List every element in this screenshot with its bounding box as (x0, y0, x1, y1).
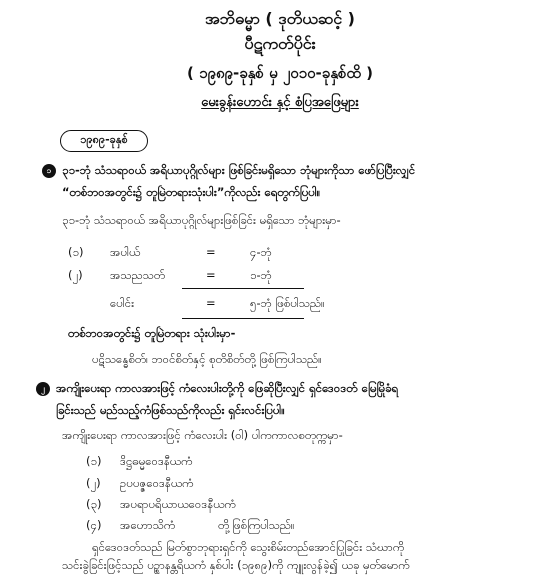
q1-item-2-name: အသညသတ် (110, 268, 166, 282)
q1-total-name: ပေါင်း (110, 296, 135, 310)
year-label: ၁၉၈၉-ခုနှစ် (80, 133, 128, 146)
q1-item-1-num: (၁) (68, 245, 84, 259)
q2-item-1-name: ဒိဋ္ဌဓမ္မဝေဒနီယကံ (120, 454, 193, 468)
q1-item-2-num: (၂) (68, 268, 83, 282)
q2-closing-line2: သင်းခွဲခြင်းဖြင့်သည် ပဥ္စာနန္တရိယကံ နှစ်ပါး (၁၉၈၉)ကို ကျူးလွန်ခဲ့၍ ယခု မှတ်မောက် (62, 558, 410, 572)
q1-item-2-count: ၁-ဘုံ (250, 268, 272, 282)
q2-item-3-name: အပရာပရိယာယဝေဒနီယကံ (120, 497, 236, 511)
sum-rule-bottom (182, 318, 304, 319)
q2-text-line2: ခြင်းသည် မည်သည့်ကံဖြစ်သည်ကိုလည်း ရှင်းလင်းပြပါ။ (56, 403, 285, 417)
q1-total-count: ၅-ဘုံ ဖြစ်ပါသည်။ (250, 296, 325, 310)
question-number-1-badge (42, 164, 56, 178)
q2-answer-intro: အကျိုးပေးရာ ကာလအားဖြင့် ကံလေးပါး (ဝါ) ပါကကာလစတုက္ကမှာ- (62, 428, 343, 442)
q1-answer2-intro: တစ်ဘဝအတွင်း၌ တူမြဲတရား သုံးပါးမှာ- (68, 326, 236, 340)
q1-total-eq: = (206, 296, 216, 310)
q2-item-2-name: ဥပပဇ္ဇဝေဒနီယကံ (120, 476, 194, 490)
q2-item-2-num: (၂) (86, 476, 101, 490)
q1-text-line2: “တစ်ဘဝအတွင်း၌ တူမြဲတရားသုံးပါး”ကိုလည်း ရေတွက်ပြပါ။ (62, 185, 321, 199)
question-number-1: ၁ (46, 166, 52, 175)
q2-item-4-name: အဟောသိကံ (120, 518, 176, 532)
header-subject: အဘိဓမ္မာ ( ဒုတိယဆင့် ) (205, 9, 355, 28)
q2-item-4-suffix: တို့ဖြစ်ကြပါသည်။ (218, 518, 295, 532)
q2-item-3-num: (၃) (86, 497, 102, 511)
q2-closing-line1: ရှင်ဒေဝဒတ်သည် မြတ်စွာဘုရားရှင်ကို သွေးစိမ်းတည်အောင်ပြုခြင်း သံဃာကို (92, 540, 405, 554)
header-section: ပီဋကတ်ပိုင်း (244, 34, 316, 53)
question-number-2-badge (36, 382, 50, 396)
q1-item-1-eq: = (206, 245, 216, 259)
q1-item-2-eq: = (206, 268, 216, 282)
q2-item-4-num: (၄) (86, 518, 102, 532)
header-description: မေးခွန်းဟောင်း နှင့် စံပြအဖြေများ (201, 95, 359, 110)
q1-answer2-body: ပဋိသန္ဓေစိတ်၊ ဘဝင်စိတ်နှင့် စုတိစိတ်တို့ ဖြစ်ကြပါသည်။ (92, 352, 322, 366)
sum-rule-top (182, 288, 304, 289)
year-label-box (60, 130, 148, 152)
header-year-range: ( ၁၉၈၉-ခုနှစ် မှ ၂၀၁၀-ခုနှစ်ထိ ) (187, 64, 373, 82)
q1-item-1-name: အပါယ် (110, 245, 141, 259)
q1-answer-intro: ၃၁-ဘုံ သံသရာဝယ် အရိယာပုဂ္ဂိုလ်များဖြစ်ခြင်း မရှိသော ဘုံများမှာ- (62, 213, 341, 227)
q1-item-1-count: ၄-ဘုံ (250, 245, 272, 259)
q1-text-line1: ၃၁-ဘုံ သံသရာဝယ် အရိယာပုဂ္ဂိုလ်များ ဖြစ်ခြင်းမရှိသော ဘုံများကိုသာ ဖော်ပြပြီးလျှင် (62, 163, 416, 177)
q2-text-line1: အကျိုးပေးရာ ကာလအားဖြင့် ကံလေးပါးတို့ကို ဖြေဆိုပြီးလျှင် ရှင်ဒေဝဒတ် မြေမြိုခံရ (56, 381, 399, 395)
question-number-2: ၂ (41, 384, 45, 393)
q2-item-1-num: (၁) (86, 454, 102, 468)
